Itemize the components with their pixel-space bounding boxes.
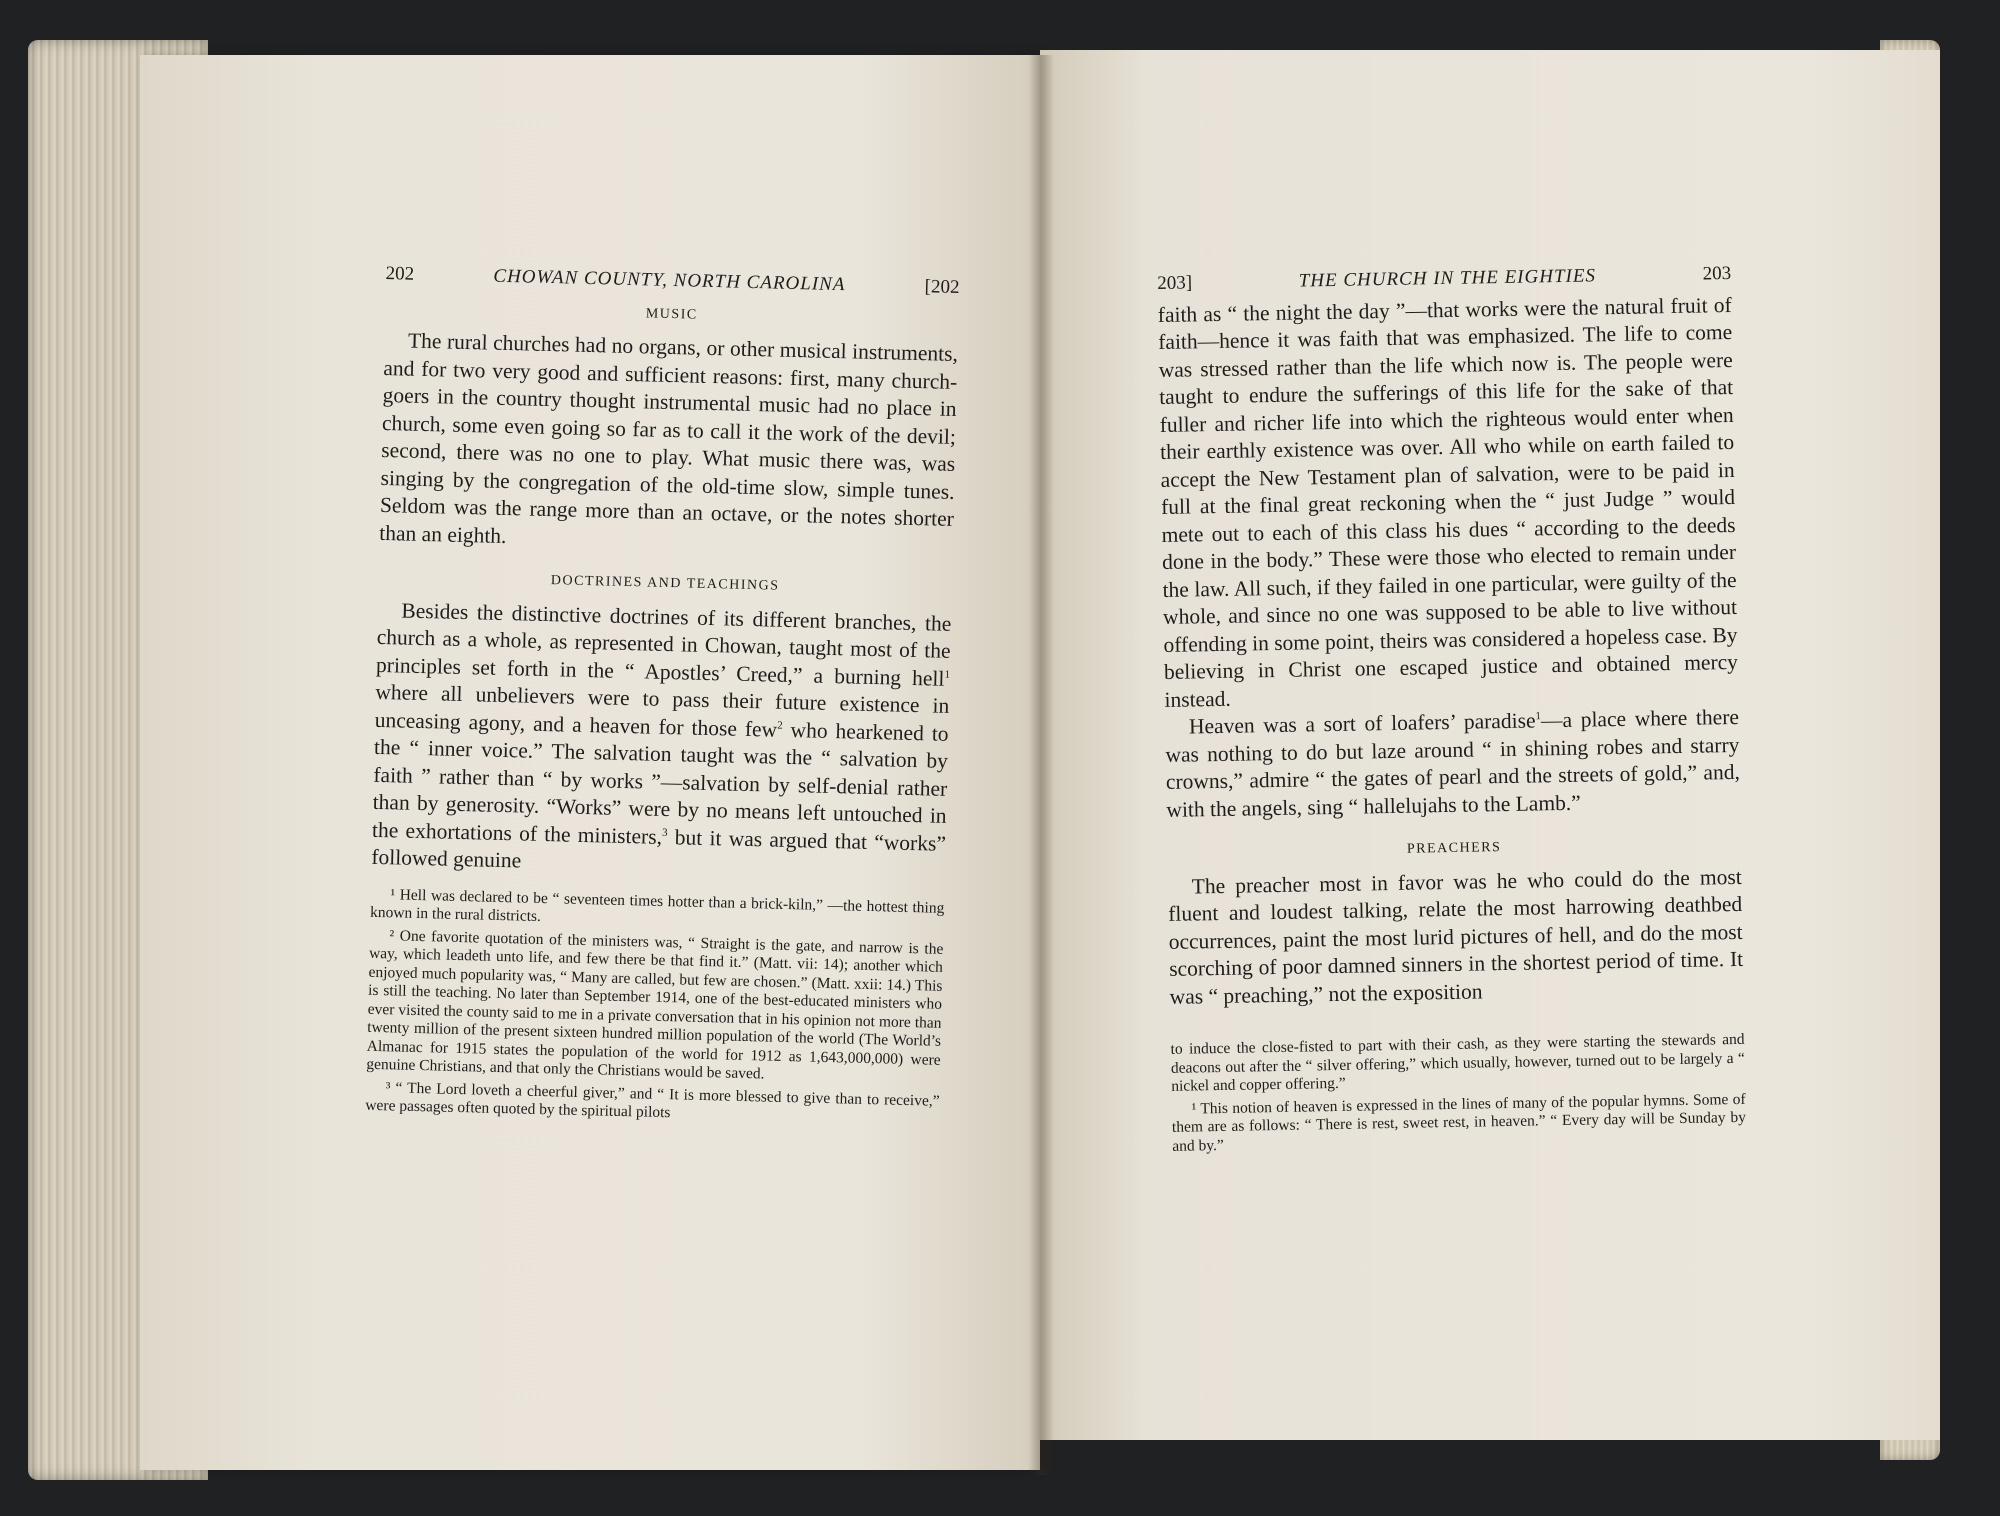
heaven-text-b: —a place where there was nothing to do but laze around “ in shining robes and starry crowns,” admire “ the gates of pearl and the streets of gold,” and, with the angels, sing “ hallelujahs to the Lamb.”	[1165, 704, 1741, 822]
right-running-head	[1157, 260, 1731, 298]
right-page-content	[1157, 260, 1746, 1160]
preachers-paragraph: The preacher most in favor was he who could do the most fluent and loudest talking, relate the most harrowing deathbed occurrences, paint the most lurid pictures of hell, and do the most scorching of poor damned sinners in the shortest period of time. It was “ preaching,” not the exposition	[1168, 864, 1744, 1009]
left-footnotes	[365, 885, 944, 1129]
left-footnote-2: ² One favorite quotation of the ministers was, “ Straight is the gate, and narrow is the way, which leadeth unto life, and few there be that find it.” (Matt. vii: 14); another which enjoyed much popularity was, “ Many are called, but few are chosen.” (Matt. xxii: 14.) This is still the teaching. No later than September 1914, one of the best-educated ministers who ever visited the county said to me in a private conversation that in his opinion not more than twenty million of the present sixteen hundred million population of the world (The World’s Almanac for 1915 states the population of the world for 1912 as 1,643,000,000) were genuine Christians, and that only the Christians would be saved.	[366, 926, 944, 1083]
left-page	[140, 55, 1040, 1470]
doctrines-text-d: but it was argued that “works” followed genuine	[371, 824, 947, 873]
right-page	[1040, 50, 1940, 1440]
left-running-title: CHOWAN COUNTY, NORTH CAROLINA	[493, 265, 846, 296]
doctrines-text-a: Besides the distinctive doctrines of its different branches, the church as a whole, as represented in Chowan, taught most of the principles set forth in the “ Apostles’ Creed,” a burning hell	[375, 597, 952, 691]
heaven-text-a: Heaven was a sort of loafers’ paradise	[1188, 708, 1536, 739]
left-footnote-3: ³ “ The Lord loveth a cheerful giver,” and “ It is more blessed to give than to receive,” were passages often quoted by the spiritual pilots	[365, 1078, 940, 1122]
doctrines-text-b: where all unbelievers were to pass their future existence in unceasing agony, and a heaven for those few	[374, 679, 950, 742]
left-footnote-1: ¹ Hell was declared to be “ seventeen times hotter than a brick-kiln,” —the hottest thing known in the rural districts.	[369, 885, 945, 925]
right-footnote-continued: to induce the close-fisted to part with their cash, as they were starting the stewards and deacons out after the “ silver offering,” which usually, however, turned out to be largely a “ nickel and copper offering.”	[1170, 1030, 1745, 1095]
right-footnotes	[1170, 1031, 1746, 1156]
music-heading: MUSIC	[645, 305, 698, 323]
book-gutter	[1028, 55, 1054, 1475]
left-bracket-number: [202	[924, 276, 960, 299]
left-page-content	[365, 260, 960, 1133]
footnote-ref-3: 3	[661, 826, 668, 839]
faith-paragraph: faith as “ the night the day ”—that works were the natural fruit of faith—hence it was faith that was emphasized. The life to come was stressed rather than the life which now is. The people were taught to endure the sufferings of this life for the sake of that fuller and richer life into which the righteous would enter when their earthly existence was over. All who while on earth failed to accept the New Testament plan of salvation, were to be paid in full at the final great reckoning when the “ just Judge ” would mete out to each of this class his dues “ according to the deeds done in the body.” These were those who elected to remain under the law. All such, if they failed in one particular, were guilty of the whole, and since no one was supposed to be able to live without offending in some point, theirs was considered a hopeless case. By believing in Christ one escaped justice and obtained mercy instead.	[1157, 292, 1739, 712]
doctrines-heading: DOCTRINES AND TEACHINGS	[550, 573, 780, 594]
heaven-paragraph	[1165, 704, 1741, 824]
right-page-number: 203	[1702, 262, 1732, 285]
doctrines-text-c: who hearkened to the “ inner voice.” The salvation taught was the “ salvation by faith ” rather than “ by works ”—salvation by self-denial rather than by generosity. “Works” were by no means left untouched in the exhortations of the ministers,	[371, 717, 949, 849]
right-footnote-ref-1: 1	[1535, 710, 1542, 723]
right-page-number-left: 203]	[1157, 272, 1193, 294]
right-footnote-1: ¹ This notion of heaven is expressed in the lines of many of the popular hymns. Some of them are as follows: “ There is rest, sweet rest, in heaven.” “ Every day will be Sunday by and by.”	[1171, 1090, 1747, 1155]
right-running-title: THE CHURCH IN THE EIGHTIES	[1298, 265, 1597, 292]
footnote-ref-1: 1	[944, 668, 951, 681]
left-page-number: 202	[385, 262, 415, 285]
doctrines-paragraph	[371, 596, 952, 885]
footnote-ref-2: 2	[777, 719, 783, 732]
music-paragraph: The rural churches had no organs, or other musical instruments, and for two very good and sufficient reasons: first, many church-goers in the country thought instrumental music had no place in church, some even going so far as to call it the work of the devil; second, there was no one to play. What music there was, was singing by the congregation of the old-time slow, simple tunes. Seldom was the range more than an octave, or the notes shorter than an eighth.	[379, 328, 959, 548]
preachers-heading: PREACHERS	[1406, 840, 1502, 857]
